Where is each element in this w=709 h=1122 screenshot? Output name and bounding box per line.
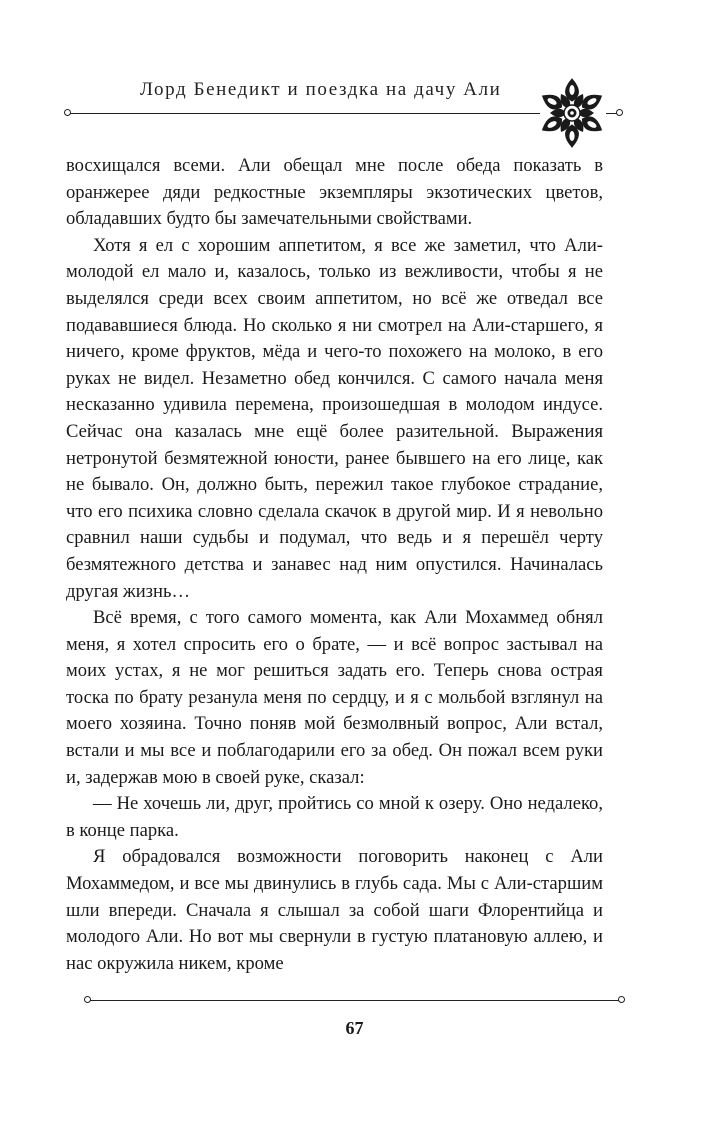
paragraph: восхищался всеми. Али обещал мне после обеда показать в оранжерее дяди редкостные экземпляры экзотических цветов, обладавших будто бы замечательными свойствами.	[66, 155, 603, 230]
header-rule-right-dot	[616, 109, 623, 116]
body-text	[66, 153, 603, 977]
footer-rule-left-dot	[84, 996, 91, 1003]
paragraph: — Не хочешь ли, друг, пройтись со мной к озеру. Оно недалеко, в конце парка.	[66, 793, 603, 841]
header-rule	[70, 113, 540, 114]
footer-rule	[90, 1000, 620, 1001]
paragraph: Я обрадовался возможности поговорить наконец с Али Мохаммедом, и все мы двинулись в глубь сада. Мы с Али-старшим шли впереди. Сначала я слышал за собой шаги Флорентийца и молодого Али. Но вот мы свернули в густую платановую аллею, и нас окружила никем, кроме	[66, 846, 603, 974]
header-rule-left-dot	[64, 109, 71, 116]
paragraph: Хотя я ел с хорошим аппетитом, я все же заметил, что Али-молодой ел мало и, казалось, только из вежливости, чтобы я не выделялся среди всех своим аппетитом, но всё же отведал все подававшиеся блюда. Но сколько я ни смотрел на Али-старшего, я ничего, кроме фруктов, мёда и чего-то похожего на молоко, в его руках не видел. Незаметно обед кончился. С самого начала меня несказанно удивила перемена, произошедшая в молодом индусе. Сейчас она казалась мне ещё более разительной. Выражения нетронутой безмятежной юности, ранее бывшего на его лице, как не бывало. Он, должно быть, пережил такое глубокое страдание, что его психика словно сделала скачок в другой мир. И я невольно сравнил наши судьбы и подумал, что ведь и я перешёл черту безмятежного детства и занавес над ним опустился. Начиналась другая жизнь…	[66, 234, 603, 602]
mandala-ornament-icon	[536, 77, 608, 149]
paragraph: Всё время, с того самого момента, как Али Мохаммед обнял меня, я хотел спросить его о брате, — и всё вопрос застывал на моих устах, я не мог решиться задать его. Теперь снова острая тоска по брату резанула меня по сердцу, и я с мольбой взглянул на моего хозяина. Точно поняв мой безмолвный вопрос, Али встал, встали и мы все и поблагодарили его за обед. Он пожал всем руки и, задержав мою в своей руке, сказал:	[66, 607, 603, 788]
footer-rule-right-dot	[618, 996, 625, 1003]
page-number: 67	[345, 1018, 364, 1038]
running-head-title: Лорд Бенедикт и поездка на дачу Али	[140, 79, 502, 100]
